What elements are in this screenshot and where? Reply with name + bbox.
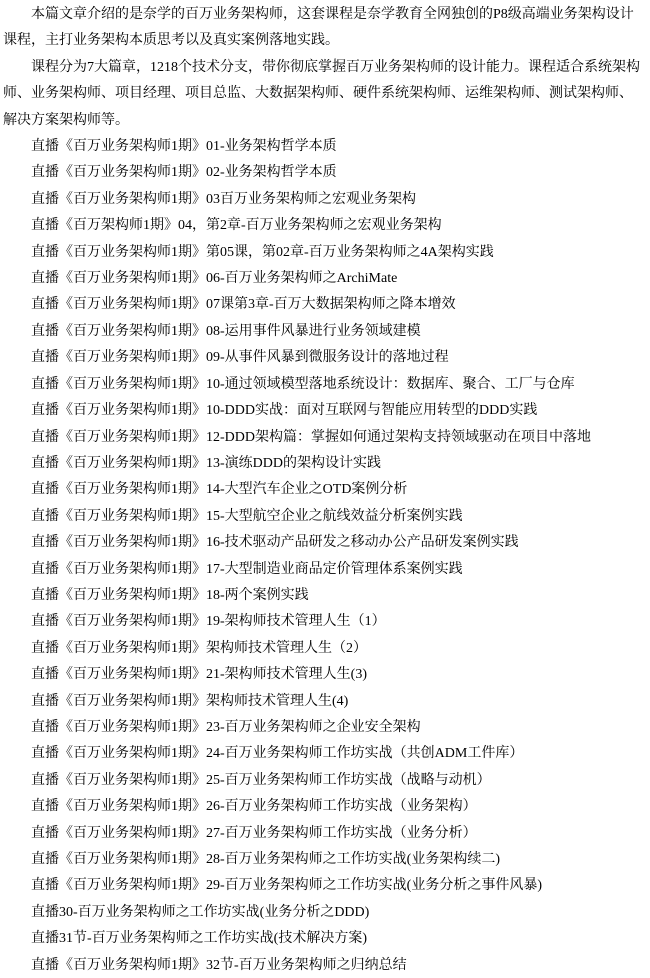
course-item: 直播《百万业务架构师1期》01-业务架构哲学本质	[31, 139, 337, 155]
course-item: 直播《百万业务架构师1期》19-架构师技术管理人生（1）	[31, 614, 386, 630]
course-item: 直播《百万业务架构师1期》10-通过领域模型落地系统设计：数据库、聚合、工厂与仓库	[31, 376, 575, 392]
course-item: 直播《百万业务架构师1期》07课第3章-百万大数据架构师之降本增效	[31, 297, 456, 313]
course-item: 直播《百万业务架构师1期》03百万业务架构师之宏观业务架构	[31, 191, 416, 207]
course-item: 直播30-百万业务架构师之工作坊实战(业务分析之DDD)	[31, 904, 370, 920]
course-item: 直播《百万业务架构师1期》16-技术驱动产品研发之移动办公产品研发案例实践	[31, 535, 519, 551]
course-item: 直播《百万业务架构师1期》09-从事件风暴到微服务设计的落地过程	[31, 350, 449, 366]
intro-paragraph-2: 课程分为7大篇章，1218个技术分支，带你彻底掌握百万业务架构师的设计能力。课程适合系统架构师、业务架构师、项目经理、项目总监、大数据架构师、硬件系统架构师、运维架构师、测试架构师、解决方案架构师等。	[3, 59, 640, 128]
course-item: 直播《百万业务架构师1期》29-百万业务架构师之工作坊实战(业务分析之事件风暴)	[31, 878, 542, 894]
course-item: 直播《百万业务架构师1期》架构师技术管理人生(4)	[31, 693, 349, 709]
course-item: 直播《百万业务架构师1期》14-大型汽车企业之OTD案例分析	[31, 482, 408, 498]
course-item: 直播《百万业务架构师1期》13-演练DDD的架构设计实践	[31, 455, 381, 471]
course-item: 直播《百万业务架构师1期》06-百万业务架构师之ArchiMate	[31, 271, 398, 287]
course-item: 直播《百万业务架构师1期》23-百万业务架构师之企业安全架构	[31, 719, 421, 735]
course-item: 直播《百万业务架构师1期》10-DDD实战：面对互联网与智能应用转型的DDD实践	[31, 403, 538, 419]
course-item: 直播《百万架构师1期》04，第2章-百万业务架构师之宏观业务架构	[31, 218, 442, 234]
course-item: 直播《百万业务架构师1期》12-DDD架构篇：掌握如何通过架构支持领域驱动在项目中落地	[31, 429, 591, 445]
course-item: 直播《百万业务架构师1期》25-百万业务架构师工作坊实战（战略与动机）	[31, 772, 491, 788]
intro-paragraph-1: 本篇文章介绍的是奈学的百万业务架构师，这套课程是奈学教育全网独创的P8级高端业务架构设计课程，主打业务架构本质思考以及真实案例落地实践。	[3, 7, 634, 49]
course-item: 直播《百万业务架构师1期》32节-百万业务架构师之归纳总结	[31, 957, 407, 973]
course-list	[3, 134, 646, 978]
course-item: 直播31节-百万业务架构师之工作坊实战(技术解决方案)	[31, 931, 367, 947]
course-item: 直播《百万业务架构师1期》18-两个案例实践	[31, 587, 309, 603]
course-item: 直播《百万业务架构师1期》26-百万业务架构师工作坊实战（业务架构）	[31, 799, 477, 815]
course-item: 直播《百万业务架构师1期》28-百万业务架构师之工作坊实战(业务架构续二)	[31, 852, 500, 867]
course-item: 直播《百万业务架构师1期》架构师技术管理人生（2）	[31, 640, 367, 656]
course-item: 直播《百万业务架构师1期》27-百万业务架构师工作坊实战（业务分析）	[31, 825, 477, 841]
article-body	[3, 2, 646, 978]
course-item: 直播《百万业务架构师1期》02-业务架构哲学本质	[31, 165, 337, 181]
course-item: 直播《百万业务架构师1期》第05课，第02章-百万业务架构师之4A架构实践	[31, 244, 494, 260]
course-item: 直播《百万业务架构师1期》17-大型制造业商品定价管理体系案例实践	[31, 561, 463, 577]
course-item: 直播《百万业务架构师1期》24-百万业务架构师工作坊实战（共创ADM工件库）	[31, 746, 524, 762]
course-item: 直播《百万业务架构师1期》15-大型航空企业之航线效益分析案例实践	[31, 508, 463, 524]
course-item: 直播《百万业务架构师1期》08-运用事件风暴进行业务领域建模	[31, 323, 421, 339]
course-item: 直播《百万业务架构师1期》21-架构师技术管理人生(3)	[31, 667, 367, 683]
